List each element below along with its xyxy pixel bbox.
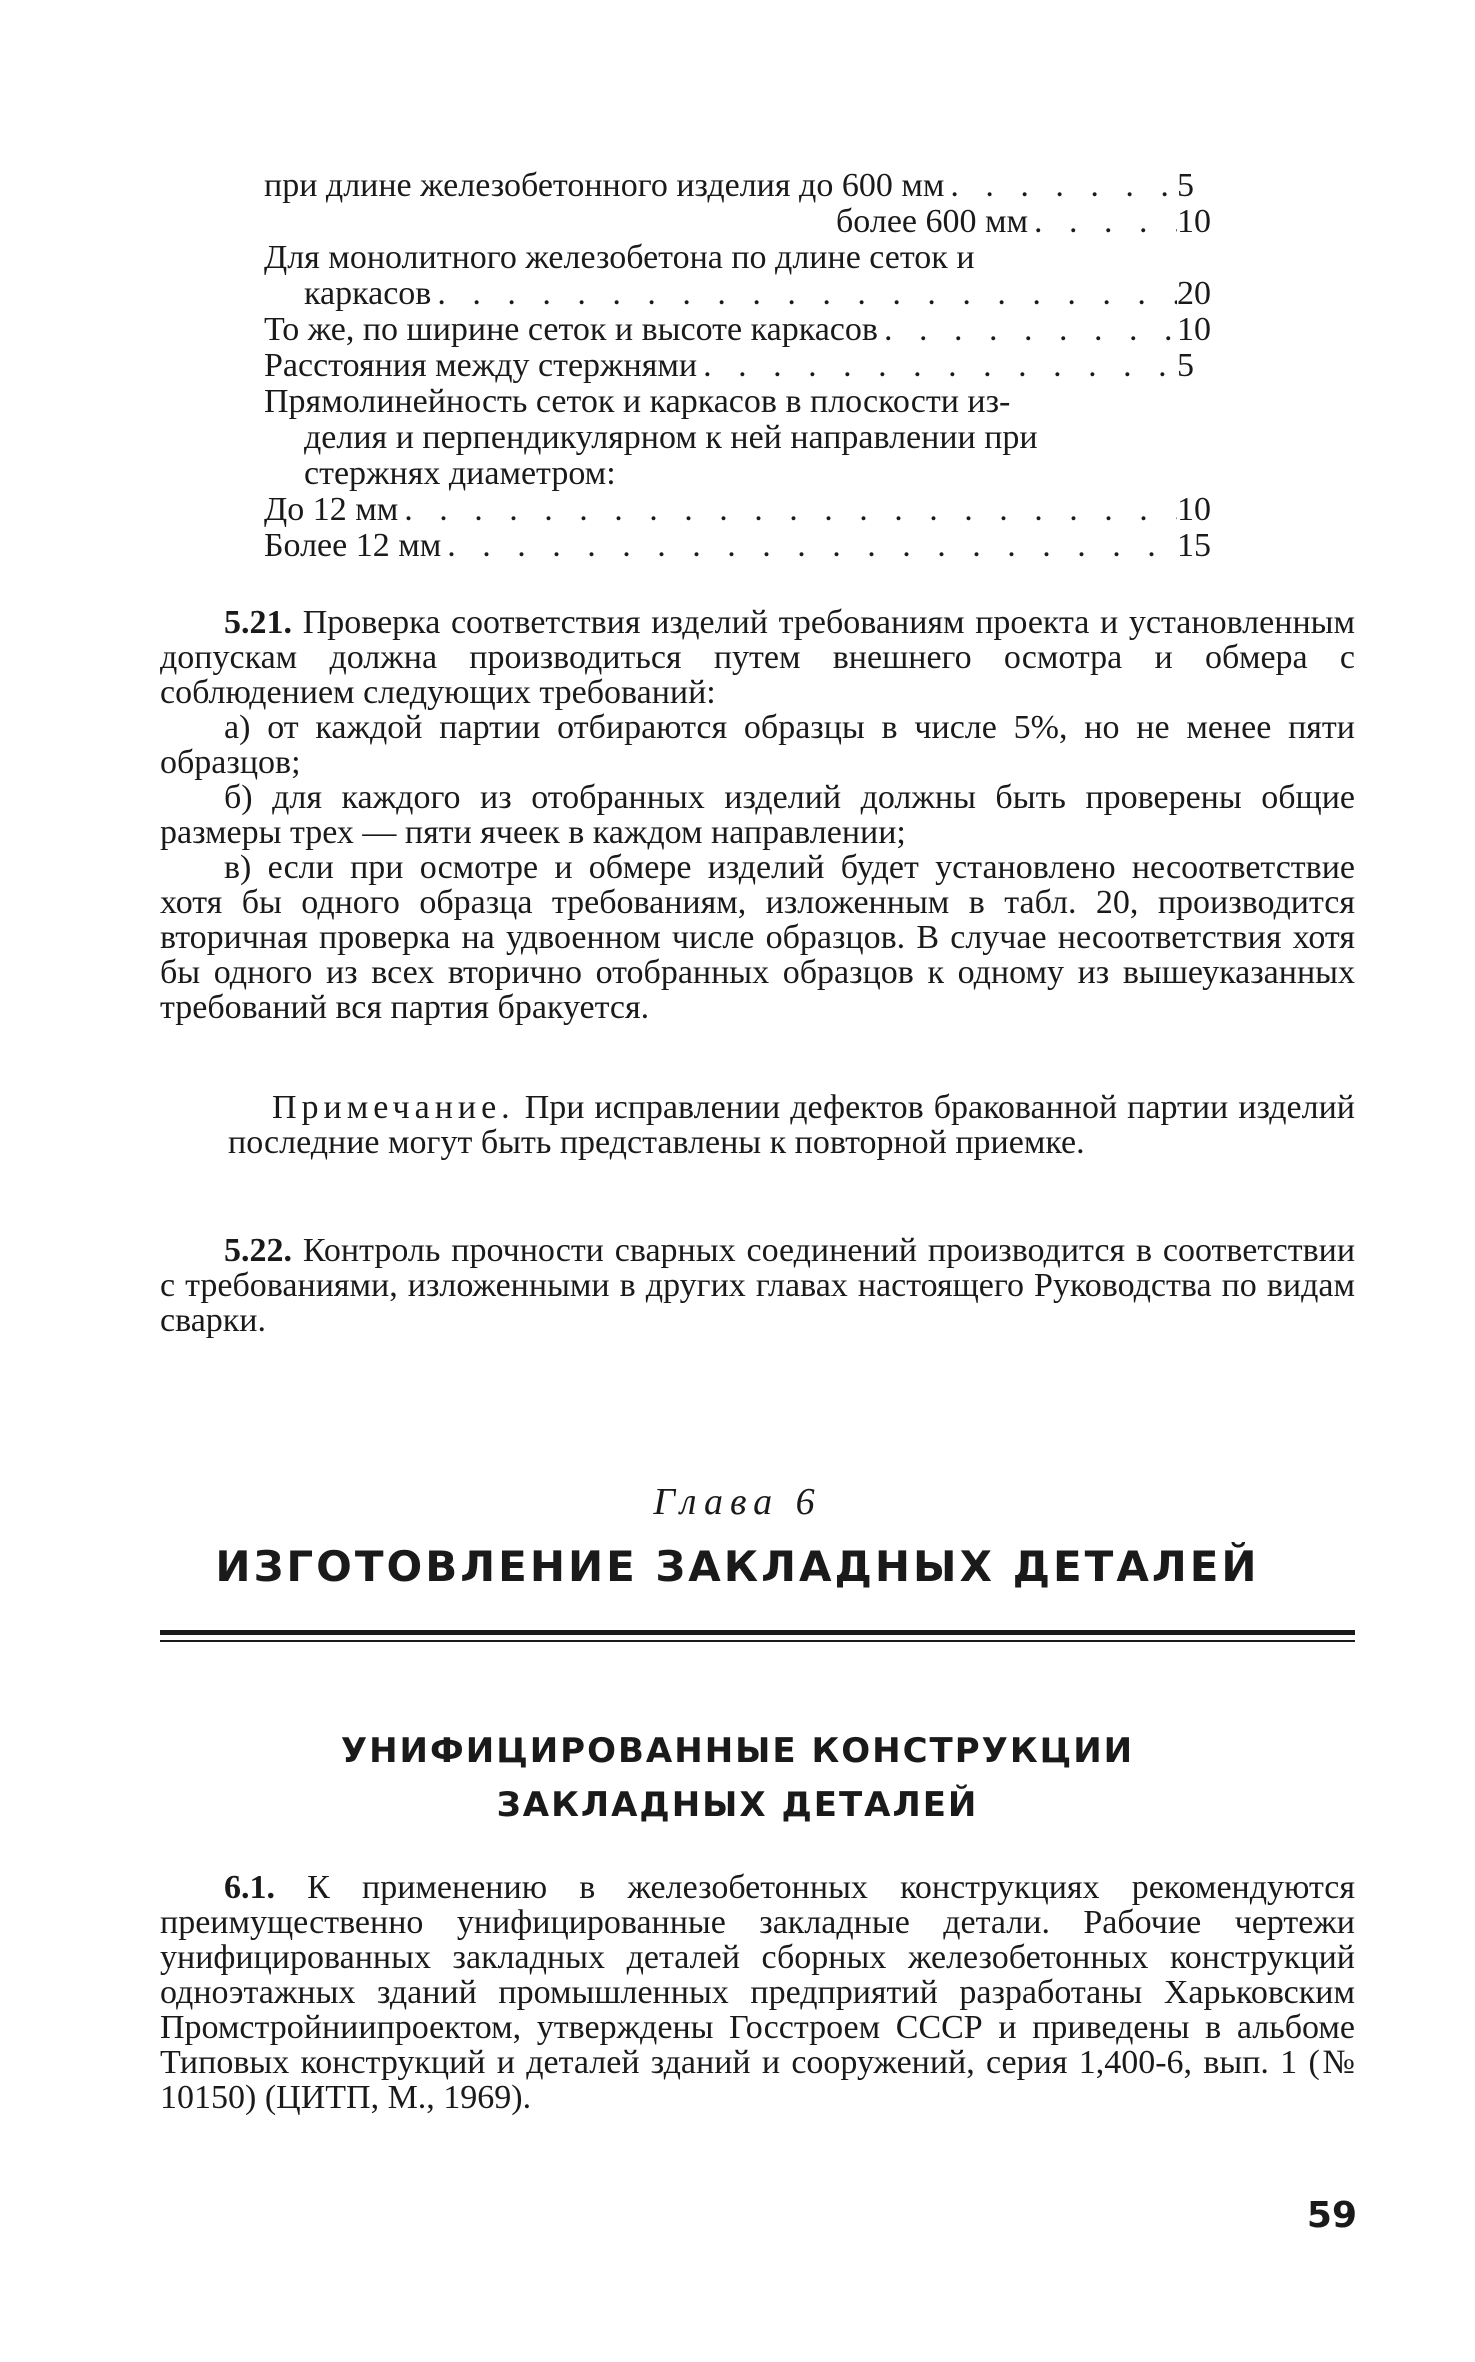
tolerance-value: 10 [1177,311,1211,348]
tolerance-row [264,276,1239,312]
tolerance-value: 10 [1177,491,1211,528]
tolerance-row [264,348,1239,384]
paragraph-number: 6.1. [224,1869,275,1906]
list-item-b: б) для каждого из отобранных изделий должны быть проверены общие размеры трех — пяти ячеек в каждом направлении; [160,779,1355,851]
tolerance-label: более 600 мм [836,203,1029,240]
paragraph-5-21 [160,605,1355,1025]
tolerance-label: каркасов [304,275,432,312]
note-label: Примечание. [272,1089,515,1126]
list-item-a: а) от каждой партии отбираются образцы в числе 5%, но не менее пяти образцов; [160,709,1355,781]
tolerance-label: Прямолинейность сеток и каркасов в плоскости из- [264,383,1011,420]
tolerance-label: стержнях диаметром: [304,455,616,492]
paragraph-number: 5.21. [224,604,292,641]
leader-dots [878,312,1177,348]
paragraph-number: 5.22. [224,1232,292,1269]
tolerance-label: То же, по ширине сеток и высоте каркасов [264,311,878,348]
list-item-c: в) если при осмотре и обмере изделий будет установлено несоответствие хотя бы одного образца требованиям, изложенным в табл. 20, производится вторичная проверка на удвоенном числе образцов. В случае несоответствия хотя бы одного из всех вторично отобранных образцов к одному из вышеуказанных требований вся партия бракуется. [160,849,1355,1026]
tolerance-list [264,168,1239,564]
leader-dots [1028,204,1177,240]
leader-dots [431,276,1177,312]
note [228,1090,1355,1160]
paragraph-text: К применению в железобетонных конструкциях рекомендуются преимущественно унифицированные закладные детали. Рабочие чертежи унифицированных закладных деталей сборных железобетонных конструкций одноэтажных зданий промышленных предприятий разработаны Харьковским Промстройниипроектом, утверждены Госстроем СССР и приведены в альбоме Типовых конструкций и деталей зданий и сооружений, серия 1,400-6, вып. 1 (№ 10150) (ЦИТП, М., 1969). [160,1869,1355,2116]
paragraph-6-1 [160,1870,1355,2115]
paragraph-5-22 [160,1233,1355,1338]
leader-dots [441,528,1177,564]
tolerance-value: 20 [1177,275,1211,312]
section-heading [0,1724,1475,1832]
tolerance-row [264,168,1239,204]
tolerance-label: Более 12 мм [264,527,442,564]
leader-dots [944,168,1177,204]
chapter-rule-thin [160,1640,1355,1642]
chapter-label: Глава 6 [653,1481,822,1523]
tolerance-row [264,492,1239,528]
paragraph-text: Контроль прочности сварных соединений производится в соответствии с требованиями, изложенными в других главах настоящего Руководства по видам сварки. [160,1232,1356,1339]
tolerance-value: 5 [1177,167,1194,204]
page-number: 59 [1306,2195,1357,2236]
tolerance-row [264,312,1239,348]
tolerance-value: 15 [1177,527,1211,564]
section-heading-line: ЗАКЛАДНЫХ ДЕТАЛЕЙ [496,1785,979,1825]
tolerance-value: 10 [1177,203,1211,240]
note-text: При исправлении дефектов бракованной партии изделий последние могут быть представлены к повторной приемке. [228,1089,1356,1161]
tolerance-row [264,384,1239,420]
paragraph-text: Проверка соответствия изделий требованиям проекта и установленным допускам должна производиться путем внешнего осмотра и обмера с соблюдением следующих требований: [160,604,1355,711]
tolerance-label: делия и перпендикулярном к ней направлении при [304,419,1038,456]
paragraph-5-21-intro [160,605,1355,710]
tolerance-row [264,528,1239,564]
tolerance-row [264,456,1239,492]
leader-dots [697,348,1177,384]
chapter-title: ИЗГОТОВЛЕНИЕ ЗАКЛАДНЫХ ДЕТАЛЕЙ [215,1542,1260,1591]
leader-dots [398,492,1177,528]
section-heading-line: УНИФИЦИРОВАННЫЕ КОНСТРУКЦИИ [340,1731,1135,1771]
tolerance-row [264,240,1239,276]
chapter-rule-thick [160,1630,1355,1635]
tolerance-label: Для монолитного железобетона по длине сеток и [264,239,975,276]
tolerance-row [264,420,1239,456]
tolerance-label: До 12 мм [264,491,399,528]
tolerance-row [264,204,1239,240]
tolerance-label: при длине железобетонного изделия до 600 мм [264,167,945,204]
tolerance-value: 5 [1177,347,1194,384]
tolerance-label: Расстояния между стержнями [264,347,698,384]
